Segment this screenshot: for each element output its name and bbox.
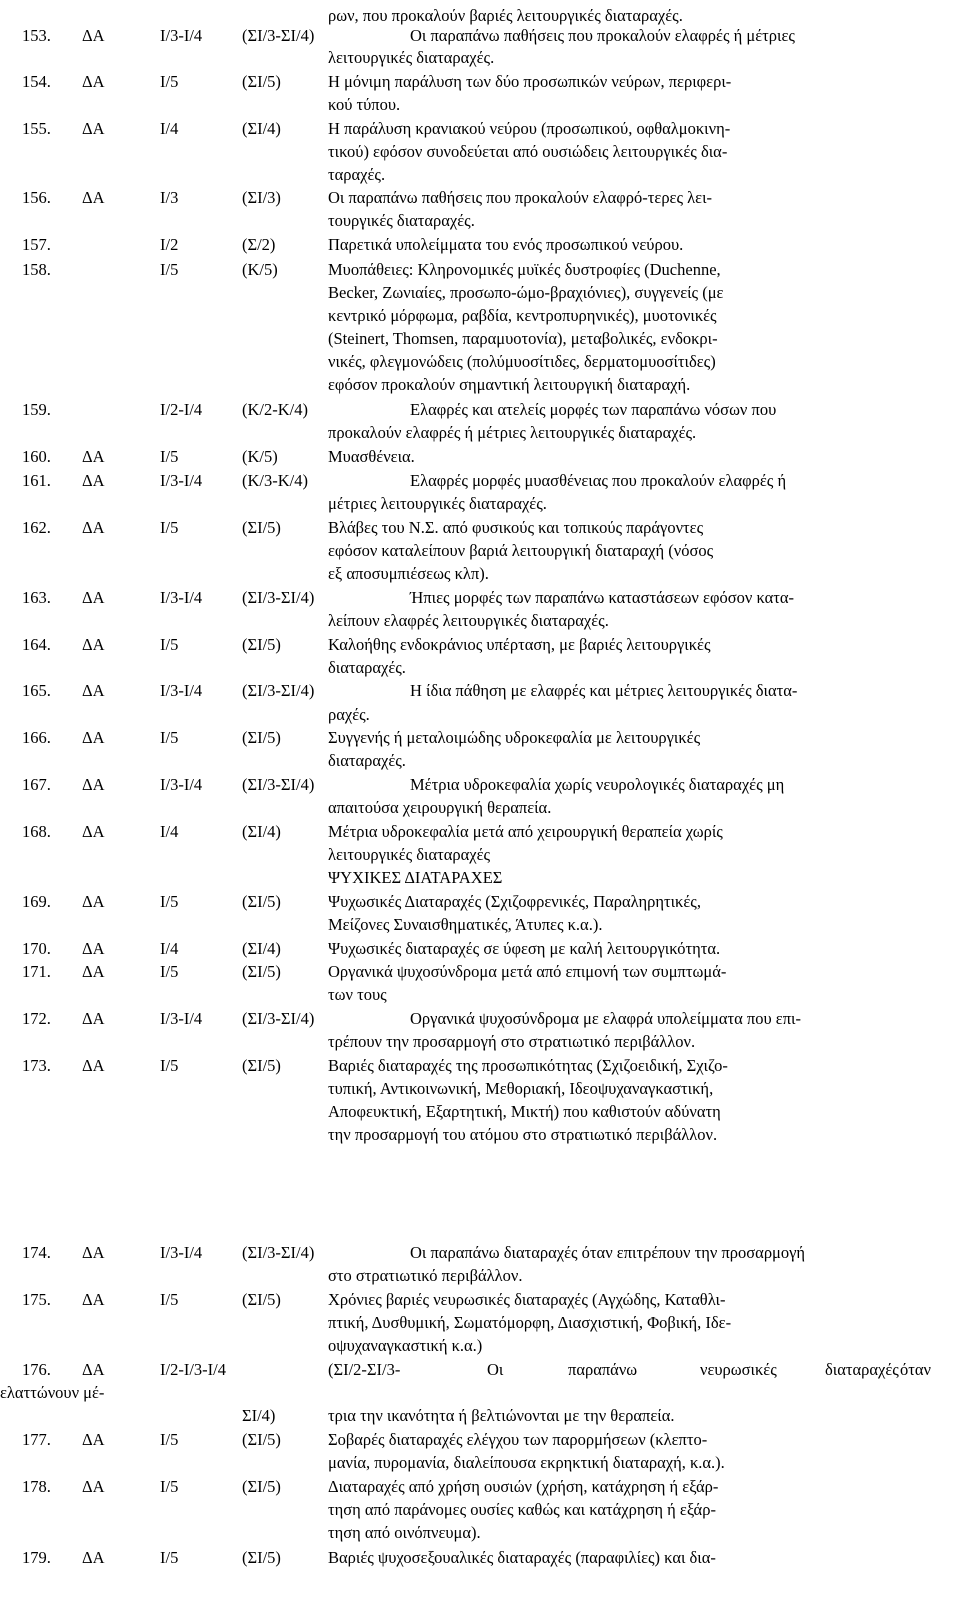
text-line-15-cell-1: (Steinert, Thomsen, παραμυοτονία), μεταβολικές, ενδοκρι- [328, 329, 718, 348]
text-line-61-cell-1: τηση από παράνομες ουσίες καθώς και κατάχρηση ή εξάρ- [328, 1500, 716, 1519]
text-line-6-cell-2: ΔΑ [82, 119, 105, 138]
text-line-36-cell-2: ΔΑ [82, 822, 105, 841]
text-line-6-cell-1: 155. [22, 119, 51, 138]
text-line-23-cell-2: ΔΑ [82, 518, 105, 537]
text-line-30-cell-5: Η ίδια πάθηση με ελαφρές και μέτριες λειτουργικές διατα- [410, 681, 798, 700]
text-line-57-cell-2: τρια την ικανότητα ή βελτιώνονται με την θεραπεία. [328, 1406, 675, 1425]
text-line-55-cell-8: διαταραχές [825, 1360, 899, 1379]
text-line-36-cell-4: (ΣΙ/4) [242, 822, 281, 841]
text-line-43-cell-1: των τους [328, 985, 387, 1004]
text-line-42-cell-3: Ι/5 [160, 962, 179, 981]
text-line-21-cell-3: Ι/3-Ι/4 [160, 471, 203, 490]
text-line-35-cell-1: απαιτούσα χειρουργική θεραπεία. [328, 798, 552, 817]
text-line-62-cell-1: τηση από οινόπνευμα). [328, 1523, 481, 1542]
text-line-55-cell-6: παραπάνω [568, 1360, 638, 1379]
text-line-42-cell-2: ΔΑ [82, 962, 105, 981]
text-line-14-cell-1: κεντρικό μόρφωμα, ραβδία, κεντροπυρηνικές), μυοτονικές [328, 306, 717, 325]
text-line-46-cell-4: (ΣΙ/5) [242, 1056, 281, 1075]
text-line-42-cell-5: Οργανικά ψυχοσύνδρομα μετά από επιμονή των συμπτωμά- [328, 962, 727, 981]
text-line-52-cell-5: Χρόνιες βαριές νευρωσικές διαταραχές (Αγχώδης, Καταθλι- [328, 1290, 726, 1309]
text-line-30-cell-3: Ι/3-Ι/4 [160, 681, 203, 700]
text-line-2-cell-2: ΔΑ [82, 26, 105, 45]
text-line-21-cell-2: ΔΑ [82, 471, 105, 490]
text-line-32-cell-1: 166. [22, 728, 51, 747]
text-line-48-cell-1: Αποφευκτική, Εξαρτητική, Μικτή) που καθιστούν αδύνατη [328, 1102, 721, 1121]
text-line-26-cell-5: Ήπιες μορφές των παραπάνω καταστάσεων εφόσον κατα- [410, 588, 795, 607]
text-line-20-cell-2: ΔΑ [82, 447, 105, 466]
text-line-31-cell-1: ραχές. [328, 705, 370, 724]
text-line-26-cell-3: Ι/3-Ι/4 [160, 588, 203, 607]
text-line-9-cell-3: Ι/3 [160, 188, 179, 207]
text-line-57-cell-1: ΣΙ/4) [242, 1406, 276, 1425]
text-line-55-cell-2: ΔΑ [82, 1360, 105, 1379]
text-line-34-cell-5: Μέτρια υδροκεφαλία χωρίς νευρολογικές διαταραχές μη [410, 775, 785, 794]
text-line-44-cell-1: 172. [22, 1009, 51, 1028]
text-line-23-cell-5: Βλάβες του Ν.Σ. από φυσικούς και τοπικούς παράγοντες [328, 518, 704, 537]
text-line-28-cell-3: Ι/5 [160, 635, 179, 654]
text-line-50-cell-2: ΔΑ [82, 1243, 105, 1262]
text-line-6-cell-4: (ΣΙ/4) [242, 119, 281, 138]
text-line-12-cell-1: 158. [22, 260, 51, 279]
text-line-55-cell-1: 176. [22, 1360, 51, 1379]
text-line-50-cell-4: (ΣΙ/3-ΣΙ/4) [242, 1243, 315, 1262]
text-line-7-cell-1: τικού) εφόσον συνοδεύεται από ουσιώδεις λειτουργικές δια- [328, 142, 728, 161]
text-line-58-cell-1: 177. [22, 1430, 51, 1449]
text-line-52-cell-1: 175. [22, 1290, 51, 1309]
text-line-18-cell-2: Ι/2-Ι/4 [160, 400, 203, 419]
text-line-30-cell-1: 165. [22, 681, 51, 700]
text-line-21-cell-5: Ελαφρές μορφές μυασθένειας που προκαλούν ελαφρές ή [410, 471, 787, 490]
text-line-4-cell-2: ΔΑ [82, 72, 105, 91]
text-line-51-cell-1: στο στρατιωτικό περιβάλλον. [328, 1266, 523, 1285]
text-line-63-cell-4: (ΣΙ/5) [242, 1548, 281, 1567]
text-line-18-cell-1: 159. [22, 400, 51, 419]
text-line-52-cell-3: Ι/5 [160, 1290, 179, 1309]
text-line-60-cell-2: ΔΑ [82, 1477, 105, 1496]
text-line-37-cell-1: λειτουργικές διαταραχές [328, 845, 491, 864]
text-line-42-cell-4: (ΣΙ/5) [242, 962, 281, 981]
text-line-2-cell-1: 153. [22, 26, 51, 45]
text-line-6-cell-5: Η παράλυση κρανιακού νεύρου (προσωπικού, οφθαλμοκινη- [328, 119, 731, 138]
text-line-60-cell-1: 178. [22, 1477, 51, 1496]
text-line-12-cell-4: Μυοπάθειες: Κληρονομικές μυϊκές δυστροφίες (Duchenne, [328, 260, 721, 279]
text-line-9-cell-2: ΔΑ [82, 188, 105, 207]
text-line-2-cell-3: Ι/3-Ι/4 [160, 26, 203, 45]
text-line-59-cell-1: μανία, πυρομανία, διαλείπουσα εκρηκτική διαταραχή, κ.α.). [328, 1453, 725, 1472]
text-line-39-cell-2: ΔΑ [82, 892, 105, 911]
text-line-30-cell-4: (ΣΙ/3-ΣΙ/4) [242, 681, 315, 700]
text-line-32-cell-3: Ι/5 [160, 728, 179, 747]
text-line-63-cell-1: 179. [22, 1548, 51, 1567]
text-line-42-cell-1: 171. [22, 962, 51, 981]
text-line-11-cell-1: 157. [22, 235, 51, 254]
text-line-55-cell-7: νευρωσικές [700, 1360, 777, 1379]
text-line-18-cell-3: (Κ/2-Κ/4) [242, 400, 308, 419]
text-line-55-cell-4: (ΣΙ/2-ΣΙ/3- [328, 1360, 401, 1379]
text-line-20-cell-4: (Κ/5) [242, 447, 278, 466]
text-line-19-cell-1: προκαλούν ελαφρές ή μέτριες λειτουργικές διαταραχές. [328, 423, 697, 442]
text-line-55-cell-3: Ι/2-Ι/3-Ι/4 [160, 1360, 226, 1379]
text-line-8-cell-1: ταραχές. [328, 165, 386, 184]
text-line-26-cell-2: ΔΑ [82, 588, 105, 607]
text-line-50-cell-3: Ι/3-Ι/4 [160, 1243, 203, 1262]
text-line-26-cell-4: (ΣΙ/3-ΣΙ/4) [242, 588, 315, 607]
text-line-25-cell-1: εξ αποσυμπιέσεως κλπ). [328, 564, 489, 583]
text-line-30-cell-2: ΔΑ [82, 681, 105, 700]
text-line-4-cell-3: Ι/5 [160, 72, 179, 91]
text-line-9-cell-5: Οι παραπάνω παθήσεις που προκαλούν ελαφρό-τερες λει- [328, 188, 713, 207]
text-line-4-cell-1: 154. [22, 72, 51, 91]
text-line-29-cell-1: διαταραχές. [328, 658, 406, 677]
text-line-39-cell-4: (ΣΙ/5) [242, 892, 281, 911]
text-line-5-cell-1: κού τύπου. [328, 95, 401, 114]
text-line-46-cell-2: ΔΑ [82, 1056, 105, 1075]
text-line-28-cell-4: (ΣΙ/5) [242, 635, 281, 654]
text-line-54-cell-1: οψυχαναγκαστική κ.α.) [328, 1336, 483, 1355]
text-line-20-cell-5: Μυασθένεια. [328, 447, 415, 466]
text-line-46-cell-5: Βαριές διαταραχές της προσωπικότητας (Σχιζοειδική, Σχιζο- [328, 1056, 728, 1075]
text-line-22-cell-1: μέτριες λειτουργικές διαταραχές. [328, 494, 547, 513]
text-line-11-cell-3: (Σ/2) [242, 235, 276, 254]
text-line-1-cell-1: ρων, που προκαλούν βαριές λειτουργικές διαταραχές. [328, 6, 683, 25]
text-line-46-cell-1: 173. [22, 1056, 51, 1075]
text-line-11-cell-4: Παρετικά υπολείμματα του ενός προσωπικού νεύρου. [328, 235, 684, 254]
text-line-38-cell-1: ΨΥΧΙΚΕΣ ΔΙΑΤΑΡΑΧΕΣ [328, 868, 503, 887]
text-line-34-cell-2: ΔΑ [82, 775, 105, 794]
text-line-60-cell-4: (ΣΙ/5) [242, 1477, 281, 1496]
text-line-63-cell-3: Ι/5 [160, 1548, 179, 1567]
text-line-4-cell-5: Η μόνιμη παράλυση των δύο προσωπικών νεύρων, περιφερι- [328, 72, 732, 91]
text-line-36-cell-1: 168. [22, 822, 51, 841]
text-line-4-cell-4: (ΣΙ/5) [242, 72, 281, 91]
text-line-58-cell-4: (ΣΙ/5) [242, 1430, 281, 1449]
text-line-49-cell-1: την προσαρμογή του ατόμου στο στρατιωτικό περιβάλλον. [328, 1125, 718, 1144]
text-line-23-cell-4: (ΣΙ/5) [242, 518, 281, 537]
text-line-55-cell-5: Οι [487, 1360, 504, 1379]
text-line-34-cell-3: Ι/3-Ι/4 [160, 775, 203, 794]
text-line-28-cell-1: 164. [22, 635, 51, 654]
text-line-28-cell-5: Καλοήθης ενδοκράνιος υπέρταση, με βαριές λειτουργικές [328, 635, 711, 654]
text-line-41-cell-1: 170. [22, 939, 51, 958]
text-line-56-cell-1: ελαττώνουν μέ- [0, 1383, 105, 1402]
text-line-47-cell-1: τυπική, Αντικοινωνική, Μεθοριακή, Ιδεοψυχαναγκαστική, [328, 1079, 714, 1098]
text-line-63-cell-2: ΔΑ [82, 1548, 105, 1567]
text-line-9-cell-4: (ΣΙ/3) [242, 188, 281, 207]
text-line-23-cell-1: 162. [22, 518, 51, 537]
text-line-26-cell-1: 163. [22, 588, 51, 607]
text-line-41-cell-4: (ΣΙ/4) [242, 939, 281, 958]
text-line-34-cell-1: 167. [22, 775, 51, 794]
text-line-20-cell-1: 160. [22, 447, 51, 466]
text-line-41-cell-2: ΔΑ [82, 939, 105, 958]
text-line-60-cell-3: Ι/5 [160, 1477, 179, 1496]
text-line-16-cell-1: νικές, φλεγμονώδεις (πολύμυοσίτιδες, δερματομυοσίτιδες) [328, 352, 716, 371]
text-line-9-cell-1: 156. [22, 188, 51, 207]
text-line-2-cell-5: Οι παραπάνω παθήσεις που προκαλούν ελαφρές ή μέτριες [410, 26, 795, 45]
text-line-52-cell-2: ΔΑ [82, 1290, 105, 1309]
text-line-39-cell-5: Ψυχωσικές Διαταραχές (Σχιζοφρενικές, Παραληρητικές, [328, 892, 701, 911]
text-line-21-cell-4: (Κ/3-Κ/4) [242, 471, 308, 490]
text-line-44-cell-5: Οργανικά ψυχοσύνδρομα με ελαφρά υπολείμματα που επι- [410, 1009, 801, 1028]
text-line-27-cell-1: λείπουν ελαφρές λειτουργικές διαταραχές. [328, 611, 609, 630]
text-line-34-cell-4: (ΣΙ/3-ΣΙ/4) [242, 775, 315, 794]
text-line-36-cell-5: Μέτρια υδροκεφαλία μετά από χειρουργική θεραπεία χωρίς [328, 822, 723, 841]
text-line-41-cell-3: Ι/4 [160, 939, 179, 958]
text-line-46-cell-3: Ι/5 [160, 1056, 179, 1075]
text-line-32-cell-5: Συγγενής ή μεταλοιμώδης υδροκεφαλία με λειτουργικές [328, 728, 701, 747]
text-line-44-cell-2: ΔΑ [82, 1009, 105, 1028]
text-line-36-cell-3: Ι/4 [160, 822, 179, 841]
text-line-24-cell-1: εφόσον καταλείπουν βαριά λειτουργική διαταραχή (νόσος [328, 541, 714, 560]
text-line-58-cell-2: ΔΑ [82, 1430, 105, 1449]
text-line-60-cell-5: Διαταραχές από χρήση ουσιών (χρήση, κατάχρηση ή εξάρ- [328, 1477, 719, 1496]
text-line-6-cell-3: Ι/4 [160, 119, 179, 138]
text-line-32-cell-4: (ΣΙ/5) [242, 728, 281, 747]
text-line-44-cell-3: Ι/3-Ι/4 [160, 1009, 203, 1028]
text-line-12-cell-3: (Κ/5) [242, 260, 278, 279]
text-line-10-cell-1: τουργικές διαταραχές. [328, 211, 475, 230]
text-line-41-cell-5: Ψυχωσικές διαταραχές σε ύφεση με καλή λειτουργικότητα. [328, 939, 721, 958]
text-line-58-cell-5: Σοβαρές διαταραχές ελέγχου των παρορμήσεων (κλεπτο- [328, 1430, 708, 1449]
text-line-23-cell-3: Ι/5 [160, 518, 179, 537]
text-line-13-cell-1: Becker, Ζωνιαίες, προσωπο-ώμο-βραχιόνιες), συγγενείς (με [328, 283, 724, 302]
text-line-58-cell-3: Ι/5 [160, 1430, 179, 1449]
text-line-2-cell-4: (ΣΙ/3-ΣΙ/4) [242, 26, 315, 45]
text-line-17-cell-1: εφόσον προκαλούν σημαντική λειτουργική διαταραχή. [328, 375, 691, 394]
text-line-18-cell-4: Ελαφρές και ατελείς μορφές των παραπάνω νόσων που [410, 400, 777, 419]
text-line-50-cell-5: Οι παραπάνω διαταραχές όταν επιτρέπουν την προσαρμογή [410, 1243, 806, 1262]
text-line-63-cell-5: Βαριές ψυχοσεξουαλικές διαταραχές (παραφιλίες) και δια- [328, 1548, 716, 1567]
text-line-12-cell-2: Ι/5 [160, 260, 179, 279]
text-line-50-cell-1: 174. [22, 1243, 51, 1262]
text-line-44-cell-4: (ΣΙ/3-ΣΙ/4) [242, 1009, 315, 1028]
text-line-53-cell-1: πτική, Δυσθυμική, Σωματόμορφη, Διασχιστική, Φοβική, Ιδε- [328, 1313, 732, 1332]
text-line-21-cell-1: 161. [22, 471, 51, 490]
text-line-40-cell-1: Μείζονες Συναισθηματικές, Άτυπες κ.α.). [328, 915, 603, 934]
text-line-32-cell-2: ΔΑ [82, 728, 105, 747]
text-line-28-cell-2: ΔΑ [82, 635, 105, 654]
text-line-52-cell-4: (ΣΙ/5) [242, 1290, 281, 1309]
text-line-20-cell-3: Ι/5 [160, 447, 179, 466]
text-line-3-cell-1: λειτουργικές διαταραχές. [328, 48, 495, 67]
text-line-33-cell-1: διαταραχές. [328, 751, 406, 770]
text-line-39-cell-3: Ι/5 [160, 892, 179, 911]
text-line-11-cell-2: Ι/2 [160, 235, 179, 254]
text-line-55-cell-9: όταν [900, 1360, 931, 1379]
text-line-39-cell-1: 169. [22, 892, 51, 911]
text-line-45-cell-1: τρέπουν την προσαρμογή στο στρατιωτικό περιβάλλον. [328, 1032, 696, 1051]
